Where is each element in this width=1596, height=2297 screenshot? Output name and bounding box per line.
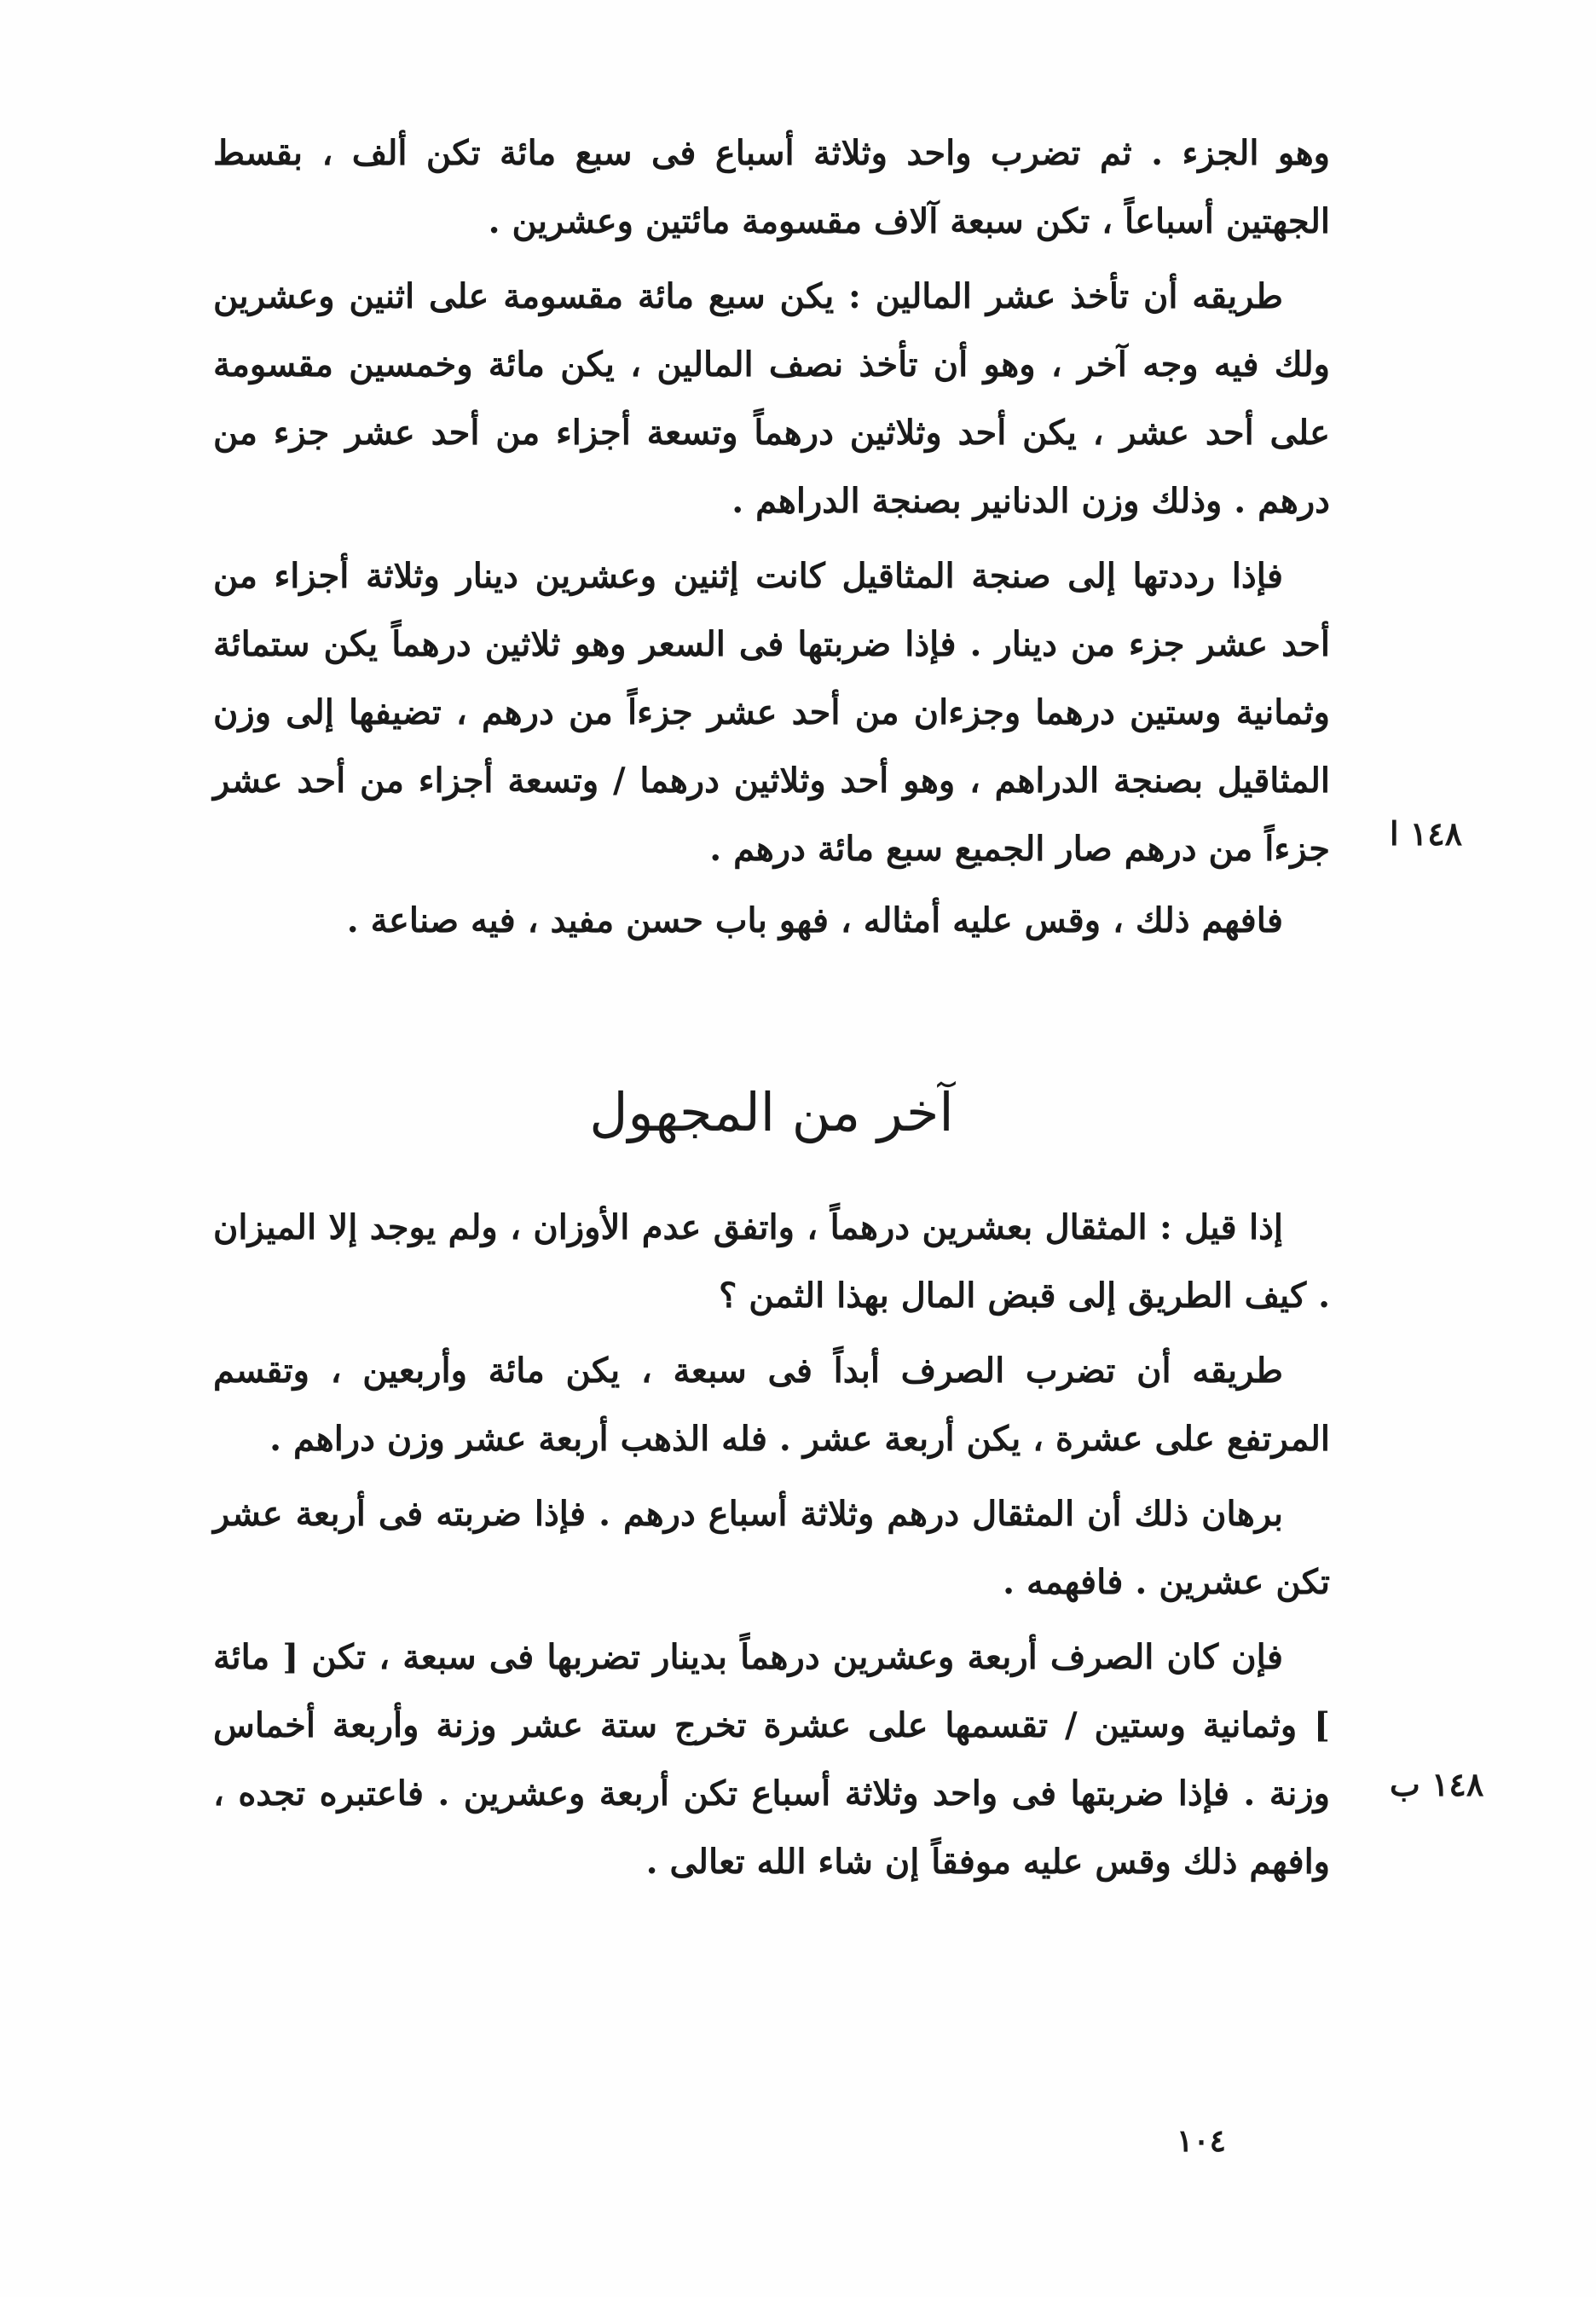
paragraph: برهان ذلك أن المثقال درهم وثلاثة أسباع درهم . فإذا ضربته فى أربعة عشر تكن عشرين . فافهمه . — [213, 1494, 1330, 1602]
paragraph: إذا قيل : المثقال بعشرين درهماً ، واتفق عدم الأوزان ، ولم يوجد إلا الميزان . كيف الطريق إلى قبض المال بهذا الثمن ؟ — [213, 1207, 1330, 1316]
paragraph: فإن كان الصرف أربعة وعشرين درهماً بدينار تضربها فى سبعة ، تكن [ مائة ] وثمانية وستين / تقسمها على عشرة تخرج ستة عشر وزنة وأربعة أخماس وزنة . فإذا ضربتها فى واحد وثلاثة أسباع تكن أربعة وعشرين . فاعتبره تجده ، وافهم ذلك وقس عليه موفقاً إن شاء الله تعالى . — [213, 1637, 1330, 1882]
paragraph: وهو الجزء . ثم تضرب واحد وثلاثة أسباع فى سبع مائة تكن ألف ، بقسط الجهتين أسباعاً ، تكن سبعة آلاف مقسومة مائتين وعشرين . — [213, 133, 1330, 241]
paragraph: فافهم ذلك ، وقس عليه أمثاله ، فهو باب حسن مفيد ، فيه صناعة . — [346, 900, 1283, 940]
text-section-1 — [213, 119, 1330, 955]
paragraph: فإذا رددتها إلى صنجة المثاقيل كانت إثنين وعشرين دينار وثلاثة أجزاء من أحد عشر جزء من دينار . فإذا ضربتها فى السعر وهو ثلاثين درهماً يكن ستمائة وثمانية وستين درهما وجزءان من أحد عشر جزءاً من درهم ، تضيفها إلى وزن المثاقيل بصنجة الدراهم ، وهو أحد وثلاثين درهما / وتسعة أجزاء من أحد عشر جزءاً من درهم صار الجميع سبع مائة درهم . — [213, 556, 1330, 869]
paragraph: طريقه أن تأخذ عشر المالين : يكن سبع مائة مقسومة على اثنين وعشرين ولك فيه وجه آخر ، وهو أن تأخذ نصف المالين ، يكن مائة وخمسين مقسومة على أحد عشر ، يكن أحد وثلاثين درهماً وتسعة أجزاء من أحد عشر جزء من درهم . وذلك وزن الدنانير بصنجة الدراهم . — [213, 276, 1330, 521]
paragraph: طريقه أن تضرب الصرف أبداً فى سبعة ، يكن مائة وأربعين ، وتقسم المرتفع على عشرة ، يكن أربعة عشر . فله الذهب أربعة عشر وزن دراهم . — [213, 1351, 1330, 1459]
text-section-2 — [213, 1194, 1330, 1896]
section-heading: آخر من المجهول — [589, 1081, 954, 1143]
page-number: ١٠٤ — [1177, 2123, 1227, 2159]
folio-marker-148b: ١٤٨ ب — [1390, 1765, 1484, 1803]
folio-marker-148a: ١٤٨ ا — [1390, 814, 1463, 853]
